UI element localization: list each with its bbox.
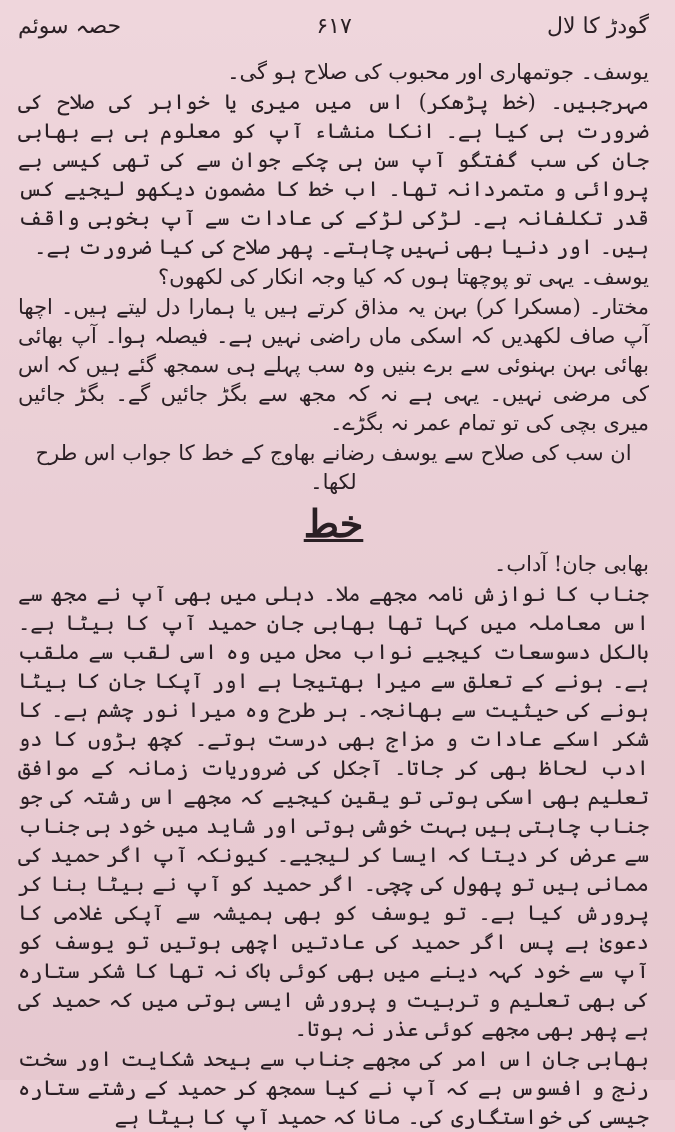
- dialogue-yusuf-2: یوسف۔ یہی تو پوچھتا ہوں کہ کیا وجہ انکار کی لکھوں؟: [158, 264, 649, 289]
- page-body: [18, 58, 649, 1132]
- page-number: ۶۱۷: [316, 14, 352, 39]
- page-header: [18, 14, 649, 58]
- narration-line: ان سب کی صلاح سے یوسف رضانے بھاوج کے خط کا جواب اس طرح لکھا۔: [35, 440, 632, 494]
- dialogue-yusuf-1: یوسف۔ جوتمھاری اور محبوب کی صلاح ہو گی۔: [227, 60, 649, 84]
- letter-body: [18, 550, 649, 1131]
- letter-salutation: بھابی جان! آداب۔: [494, 552, 649, 577]
- book-title: گودڑ کا لال: [547, 14, 649, 39]
- dialogue-mukhtar: مختار۔ (مسکرا کر) بہن یہ مذاق کرتے ہیں یا ہمارا دل لیتے ہیں۔ اچھا آپ صاف لکھدیں کہ اسکی ماں راضی نہیں ہے۔ فیصلہ ہوا۔ آپ بھائی بھائی بہن بہنوئی سے برے بنیں وہ سب پہلے ہی سمجھ گئے ہیں کہ اس کی مرضی نہیں۔ یہی ہے نہ کہ مجھ سے بگڑ جائیں گے۔ بگڑ جائیں میری بچی کی تو تمام عمر نہ بگڑے۔: [18, 294, 649, 435]
- dialogue-mehrjabeen: مہرجبیں۔ (خط پڑھکر) اس میں میری یا خواہر کی صلاح کی ضرورت ہی کیا ہے۔ انکا منشاء آپ کو معلوم ہی ہے بھابی جان کی سب گفتگو آپ سن ہی چکے جوان سے کی تھی کیسی بے پروائی و متمردانہ تھا۔ اب خط کا مضمون دیکھو لیجیے کس قدر تکلفانہ ہے۔ لڑکی لڑکے کی عادات سے آپ بخوبی واقف ہیں۔ اور دنیا بھی نہیں چاہتے۔ پھر صلاح کی کیا ضرورت ہے۔: [18, 89, 649, 259]
- letter-heading: خط: [303, 500, 364, 546]
- letter-paragraph: بھابی جان اس امر کی مجھے جناب سے بیحد شکایت اور سخت رنج و افسوس ہے کہ آپ نے کیا سمجھ کر حمید کے رشتے ستارہ جیسی کی خواستگاری کی۔ مانا کہ حمید آپ کا بیٹا ہے: [18, 1046, 649, 1129]
- section-label: حصہ سوئم: [18, 14, 122, 39]
- letter-paragraph: جناب کا نوازش نامہ مجھے ملا۔ دہلی میں بھی آپ نے مجھ سے اس معاملہ میں کہا تھا بھابی جان حمید آپ کا بیٹا ہے۔ بالکل دسوسعات کیجیے نواب محل میں وہ اسی لقب سے ملقب ہے۔ ہونے کے تعلق سے میرا بھتیجا ہے اور آپکا جان کا بیٹا ہونے کی حیثیت سے بھانجہ۔ ہر طرح وہ میرا نور چشم ہے۔ کا شکر اسکے عادات و مزاج بھی درست ہوتے۔ کچھ بڑوں کا دو ادب لحاظ بھی کر جاتا۔ آجکل کی ضروریات زمانہ کے موافق تعلیم بھی اسکی ہوتی تو یقین کیجیے کہ مجھے اس رشتہ کی جو جناب چاہتی ہیں بہت خوشی ہوتی اور شاید میں خود ہی جناب سے عرض کر دیتا کہ ایسا کر لیجیے۔ کیونکہ آپ اگر حمید کی ممانی ہیں تو پھول کی چچی۔ اگر حمید کو آپ نے بیٹا بنا کر پرورش کیا ہے۔ تو یوسف کو بھی ہمیشہ سے آپکی غلامی کا دعویٰ ہے پس اگر حمید کی عادتیں اچھی ہوتیں تو یوسف کو آپ سے خود کہہ دینے میں بھی کوئی باک نہ تھا کا شکر ستارہ کی بھی تعلیم و تربیت و پرورش ایسی ہوتی میں کہ حمید کی ہے پھر بھی مجھے کوئی عذر نہ ہوتا۔: [18, 582, 649, 1041]
